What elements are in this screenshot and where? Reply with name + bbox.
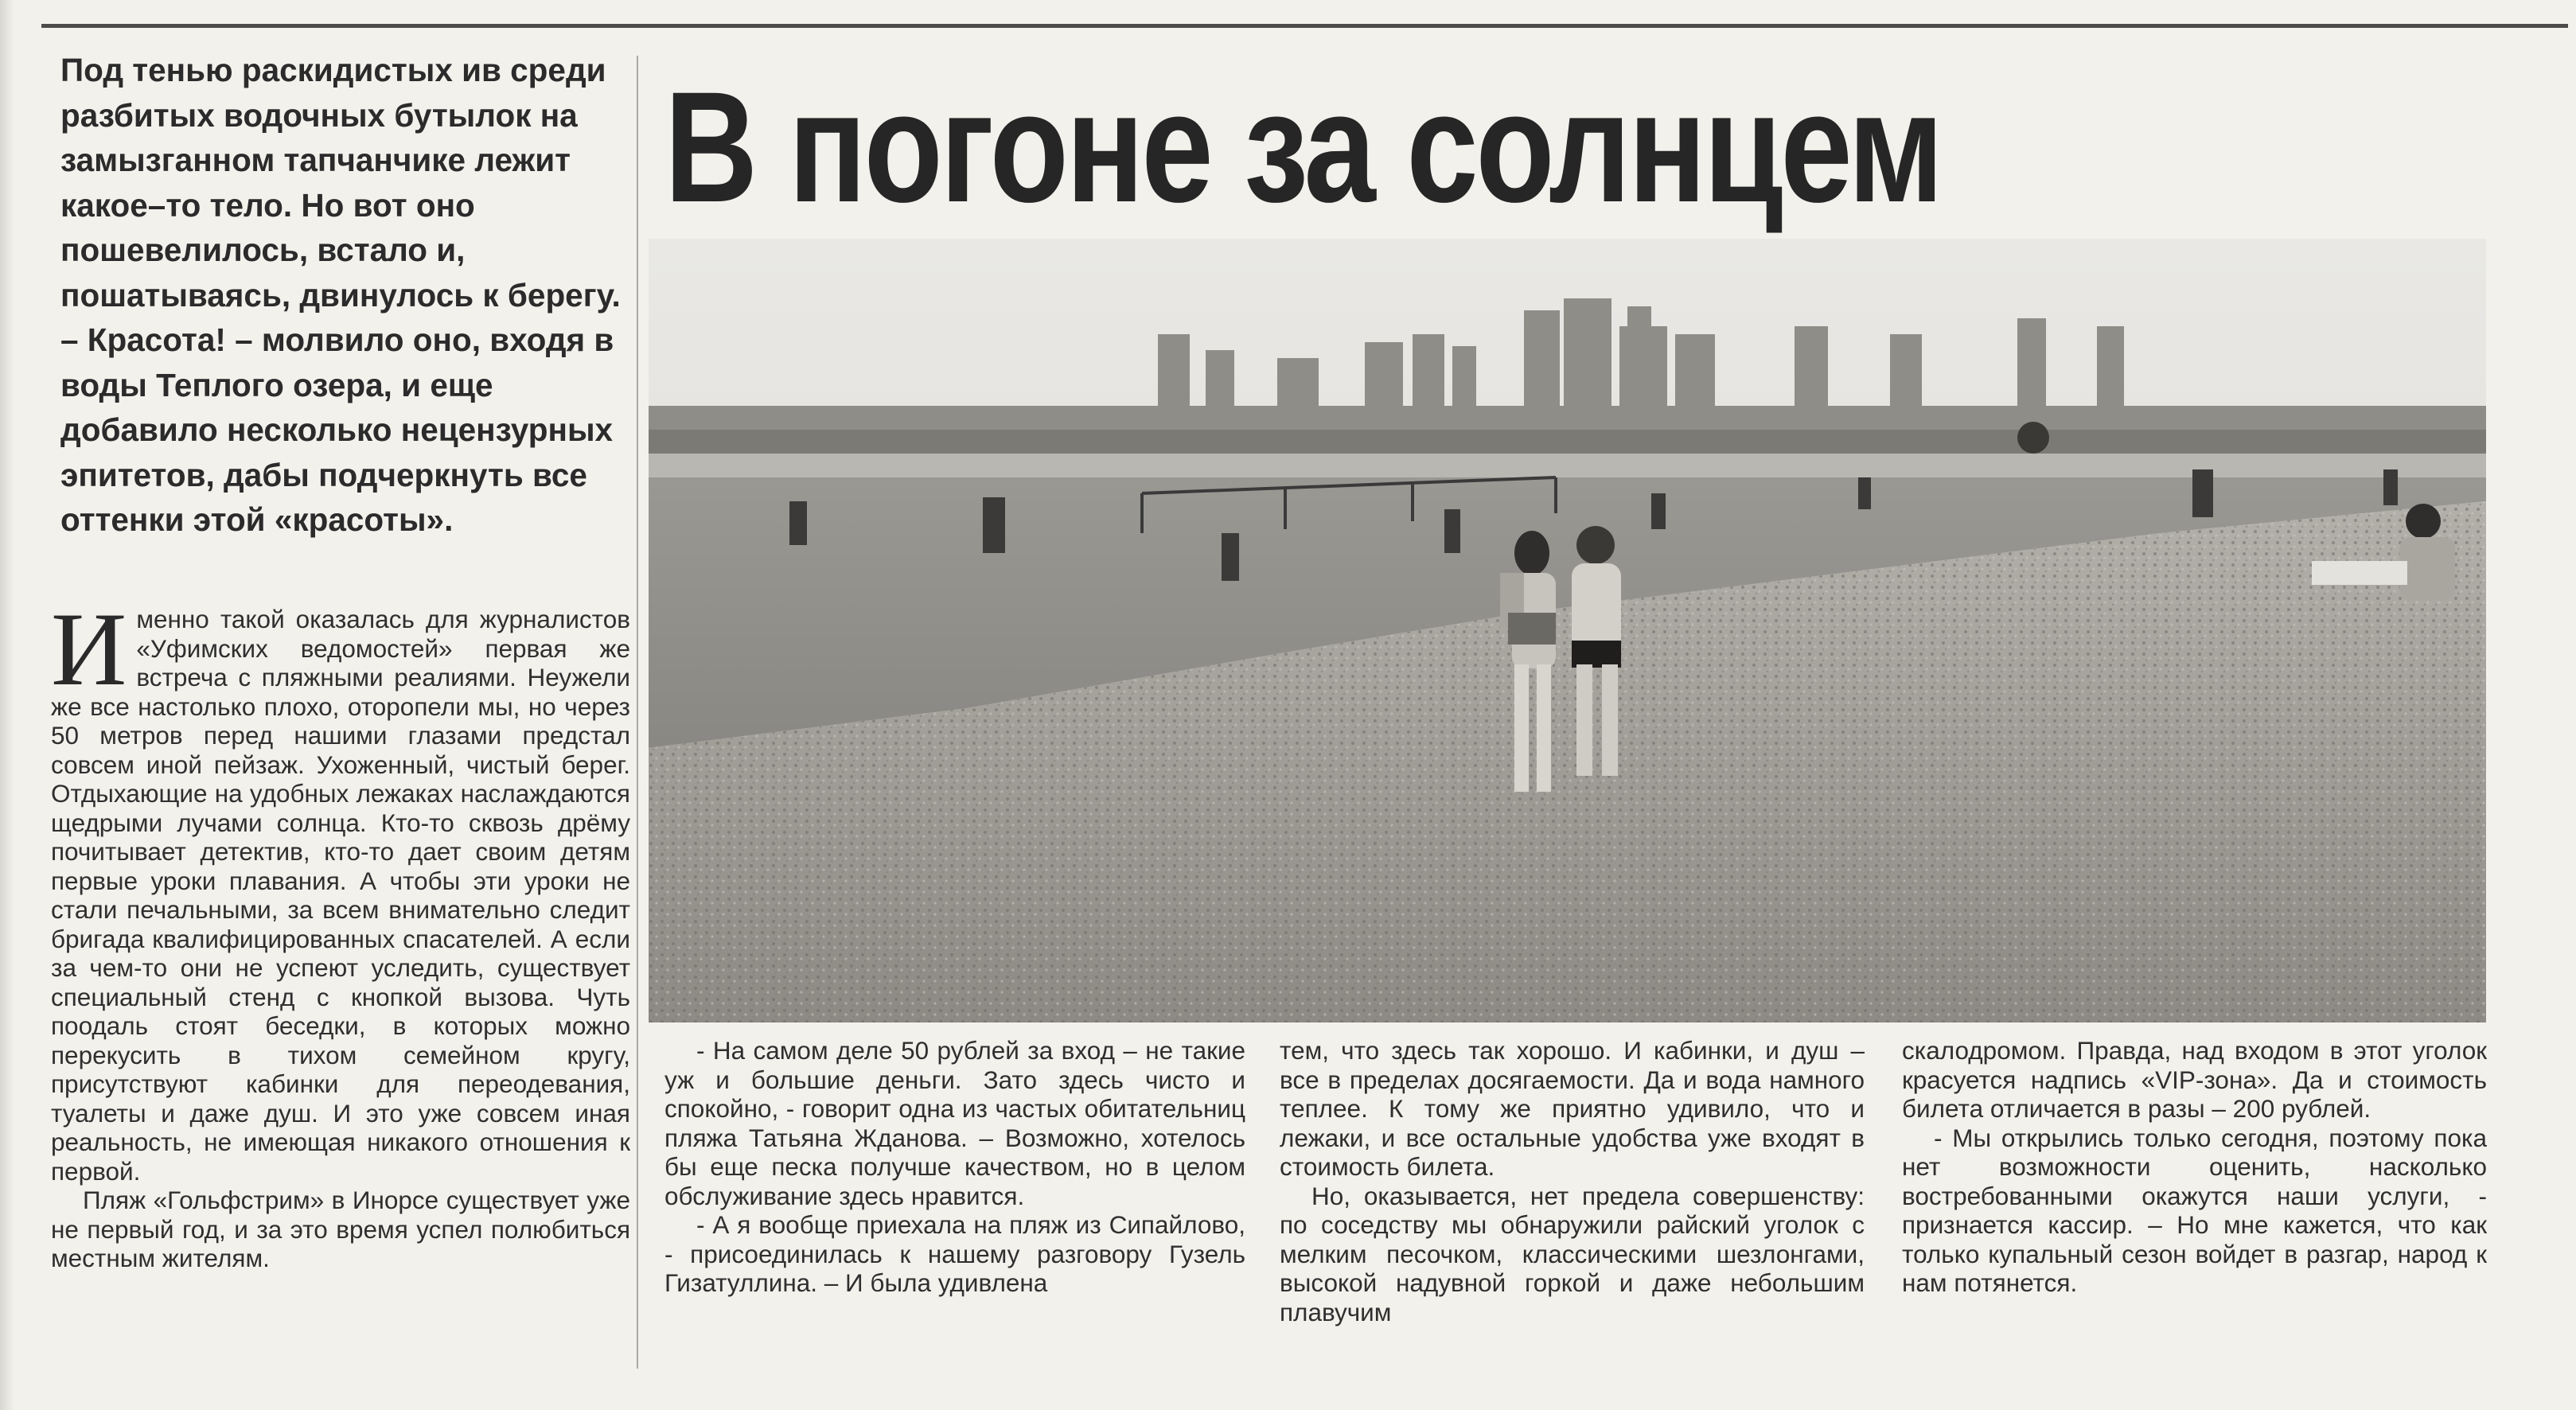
lead-text-2: – Красота! – молвило оно, входя в воды Теплого озера, и еще добавило несколько нецензурных эпитетов, дабы подчеркнуть все оттенки этой «красоты». bbox=[60, 321, 614, 538]
body-paragraph-1 bbox=[51, 590, 630, 1186]
dropcap: И bbox=[51, 590, 127, 707]
scan-edge bbox=[0, 0, 14, 1410]
text-column-3 bbox=[1902, 1036, 2487, 1298]
headline: В погоне за солнцем bbox=[664, 59, 1942, 235]
beach-photo-illustration bbox=[649, 239, 2486, 1022]
lead-paragraph bbox=[60, 48, 625, 543]
column-3-paragraph-1: скалодромом. Правда, над входом в этот уголок красуется надпись «VIP-зона». Да и стоимость билета отличается в разы – 200 рублей. bbox=[1902, 1036, 2487, 1123]
column-1-paragraph-2: - А я вообще приехала на пляж из Сипайлово, - присоединилась к нашему разговору Гузель Гизатуллина. – И была удивлена bbox=[664, 1210, 1245, 1297]
column-2-paragraph-1: тем, что здесь так хорошо. И кабинки, и душ – все в пределах досягаемости. Да и вода намного теплее. К тому же приятно удивило, что и лежаки, и все остальные удобства уже входят в стоимость билета. bbox=[1280, 1036, 1865, 1181]
body-paragraph-2: Пляж «Гольфстрим» в Инорсе существует уже не первый год, и за это время успел полюбиться местным жителям. bbox=[51, 1186, 630, 1272]
column-2-paragraph-2: Но, оказывается, нет предела совершенству: по соседству мы обнаружили райский уголок с мелким песочком, классическими шезлонгами, высокой надувной горкой и даже небольшим плавучим bbox=[1280, 1181, 1865, 1326]
text-column-1 bbox=[664, 1036, 1245, 1298]
top-rule bbox=[41, 24, 2568, 28]
column-rule bbox=[637, 56, 638, 1369]
text-column-2 bbox=[1280, 1036, 1865, 1326]
column-1-paragraph-1: - На самом деле 50 рублей за вход – не такие уж и большие деньги. Зато здесь чисто и спокойно, - говорит одна из частых обитательниц пляжа Татьяна Жданова. – Возможно, хотелось бы еще песка получше качеством, но в целом обслуживание здесь нравится. bbox=[664, 1036, 1245, 1210]
lead-text-1: Под тенью раскидистых ив среди разбитых водочных бутылок на замызганном тапчанчике лежит какое–то тело. Но вот оно пошевелилось, встало и, пошатываясь, двинулось к берегу. bbox=[60, 52, 621, 314]
body-column-left bbox=[51, 590, 630, 1273]
body-paragraph-1-text: менно такой оказалась для журналистов «Уфимских ведомостей» первая же встреча с пляжными реалиями. Неужели же все настолько плохо, оторопели мы, но через 50 метров перед нашими глазами предстал совсем иной пейзаж. Ухоженный, чистый берег. Отдыхающие на удобных лежаках наслаждаются щедрыми лучами солнца. Кто-то сквозь дрёму почитывает детектив, кто-то дает своим детям первые уроки плавания. А чтобы эти уроки не стали печальными, за всем внимательно следит бригада квалифицированных спасателей. А если за чем-то они не успеют уследить, существует специальный стенд с кнопкой вызова. Чуть поодаль стоят беседки, в которых можно перекусить в тихом семейном кругу, присутствуют кабинки для переодевания, туалеты и даже душ. И это уже совсем иная реальность, не имеющая никакого отношения к первой. bbox=[51, 605, 630, 1186]
beach-photo bbox=[649, 239, 2486, 1022]
column-3-paragraph-2: - Мы открылись только сегодня, поэтому пока нет возможности оценить, насколько востребованными окажутся наши услуги, - признается кассир. – Но мне кажется, что как только купальный сезон войдет в разгар, народ к нам потянется. bbox=[1902, 1123, 2487, 1297]
